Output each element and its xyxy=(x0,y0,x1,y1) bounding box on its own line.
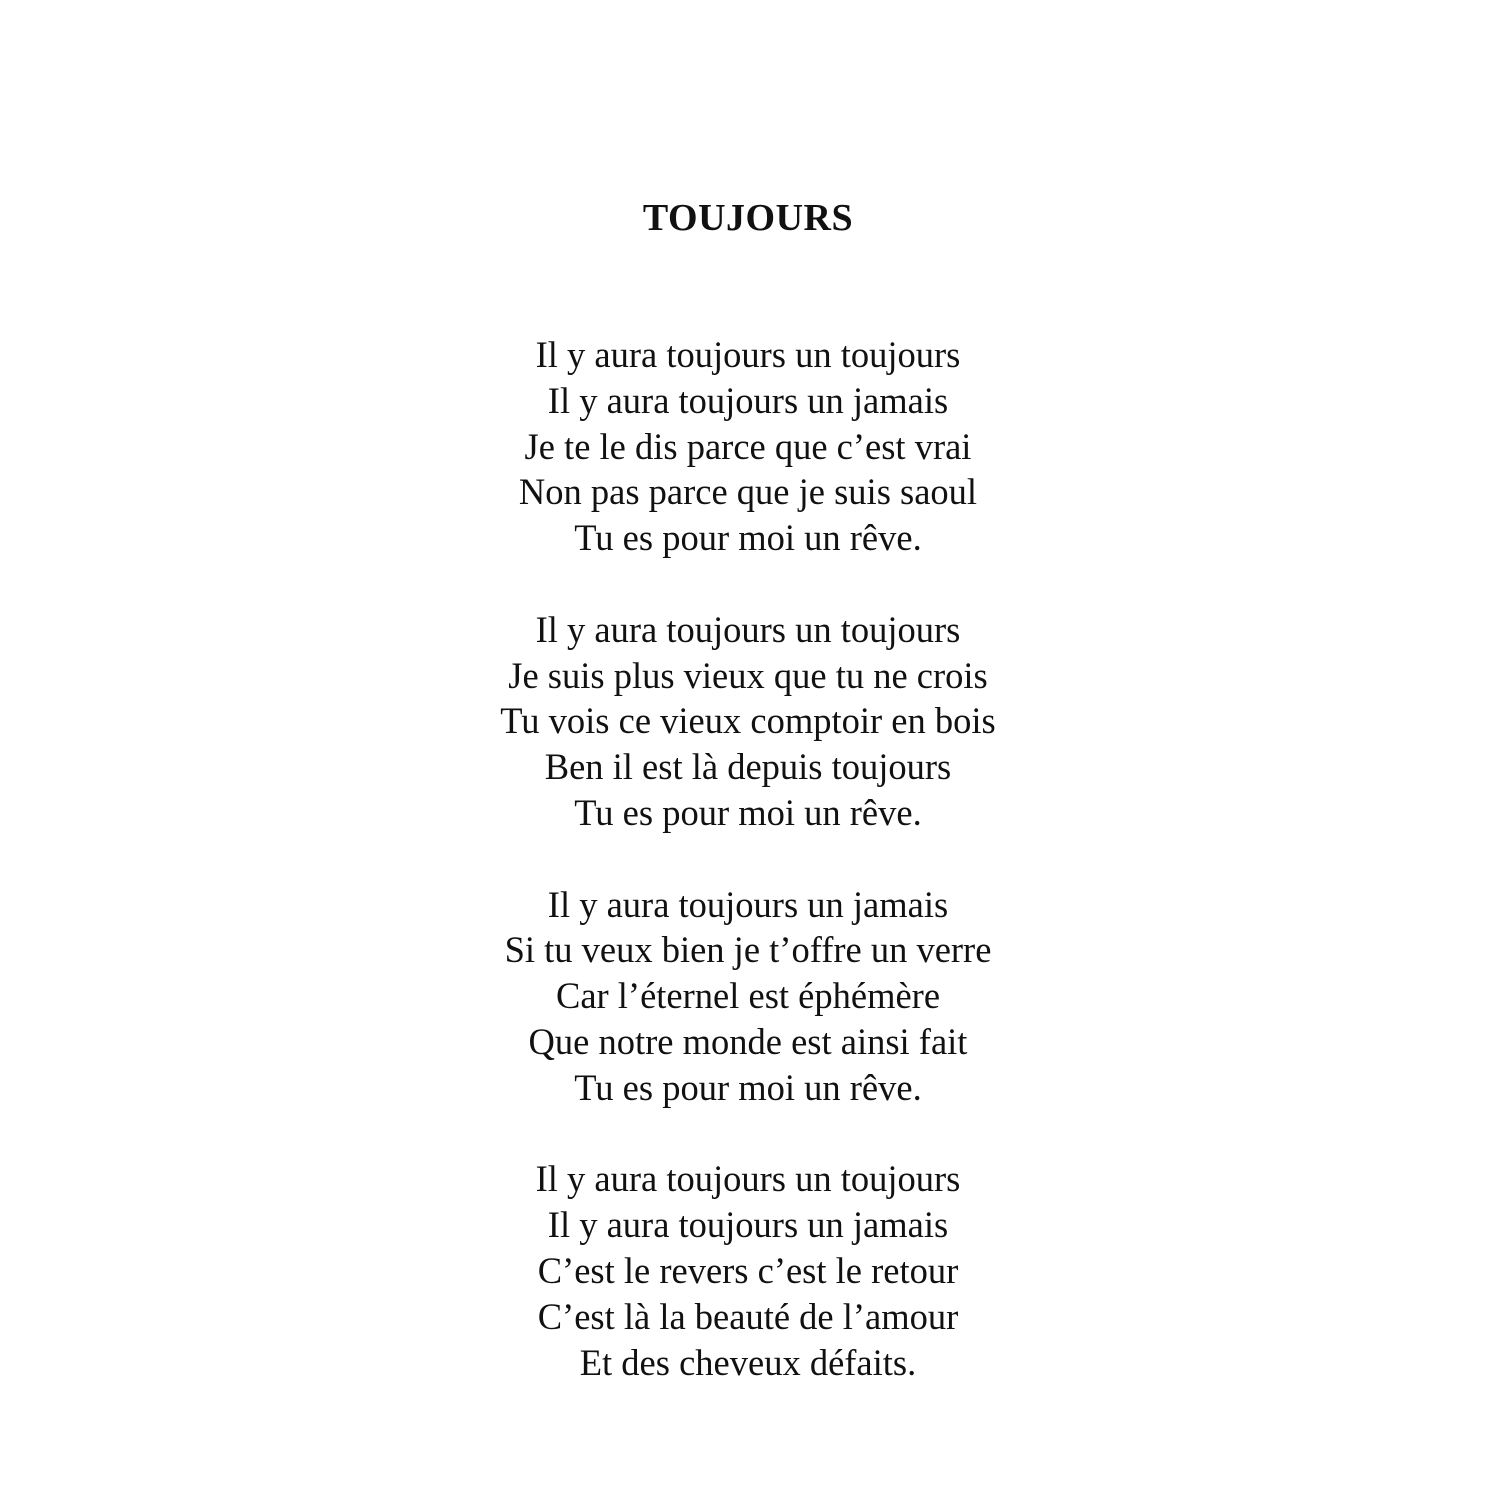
poem-line: Tu es pour moi un rêve. xyxy=(574,517,922,559)
poem-line: Il y aura toujours un toujours xyxy=(535,334,961,375)
poem-line: Il y aura toujours un toujours xyxy=(535,608,961,650)
poem-line: Tu es pour moi un rêve. xyxy=(574,1066,922,1108)
poem-line: Tu es pour moi un rêve. xyxy=(574,791,922,833)
poem-line: Il y aura toujours un toujours xyxy=(535,1158,961,1200)
poem-title: TOUJOURS xyxy=(642,197,854,239)
poem-line: Tu vois ce vieux comptoir en bois xyxy=(500,700,996,742)
stanza-1 xyxy=(0,332,1496,561)
stanza-3 xyxy=(0,882,1496,1111)
poem-line: Il y aura toujours un jamais xyxy=(547,379,949,421)
poem-line: Non pas parce que je suis saoul xyxy=(518,471,978,513)
poem-line: Que notre monde est ainsi fait xyxy=(528,1020,968,1062)
poem-line: Il y aura toujours un jamais xyxy=(547,883,949,925)
poem-line: Ben il est là depuis toujours xyxy=(544,746,952,788)
poem-line: C’est là la beauté de l’amour xyxy=(537,1295,959,1337)
poem-line: Je suis plus vieux que tu ne crois xyxy=(508,654,988,696)
poem-body xyxy=(0,332,1496,1431)
stanza-2 xyxy=(0,607,1496,836)
poem-line: Et des cheveux défaits. xyxy=(579,1341,917,1383)
poem-line: C’est le revers c’est le retour xyxy=(537,1249,959,1291)
poem-line: Car l’éternel est éphémère xyxy=(555,975,941,1017)
poem-line: Si tu veux bien je t’offre un verre xyxy=(504,929,992,971)
poem-line: Je te le dis parce que c’est vrai xyxy=(524,425,972,467)
poem-line: Il y aura toujours un jamais xyxy=(547,1204,949,1246)
stanza-4 xyxy=(0,1156,1496,1385)
